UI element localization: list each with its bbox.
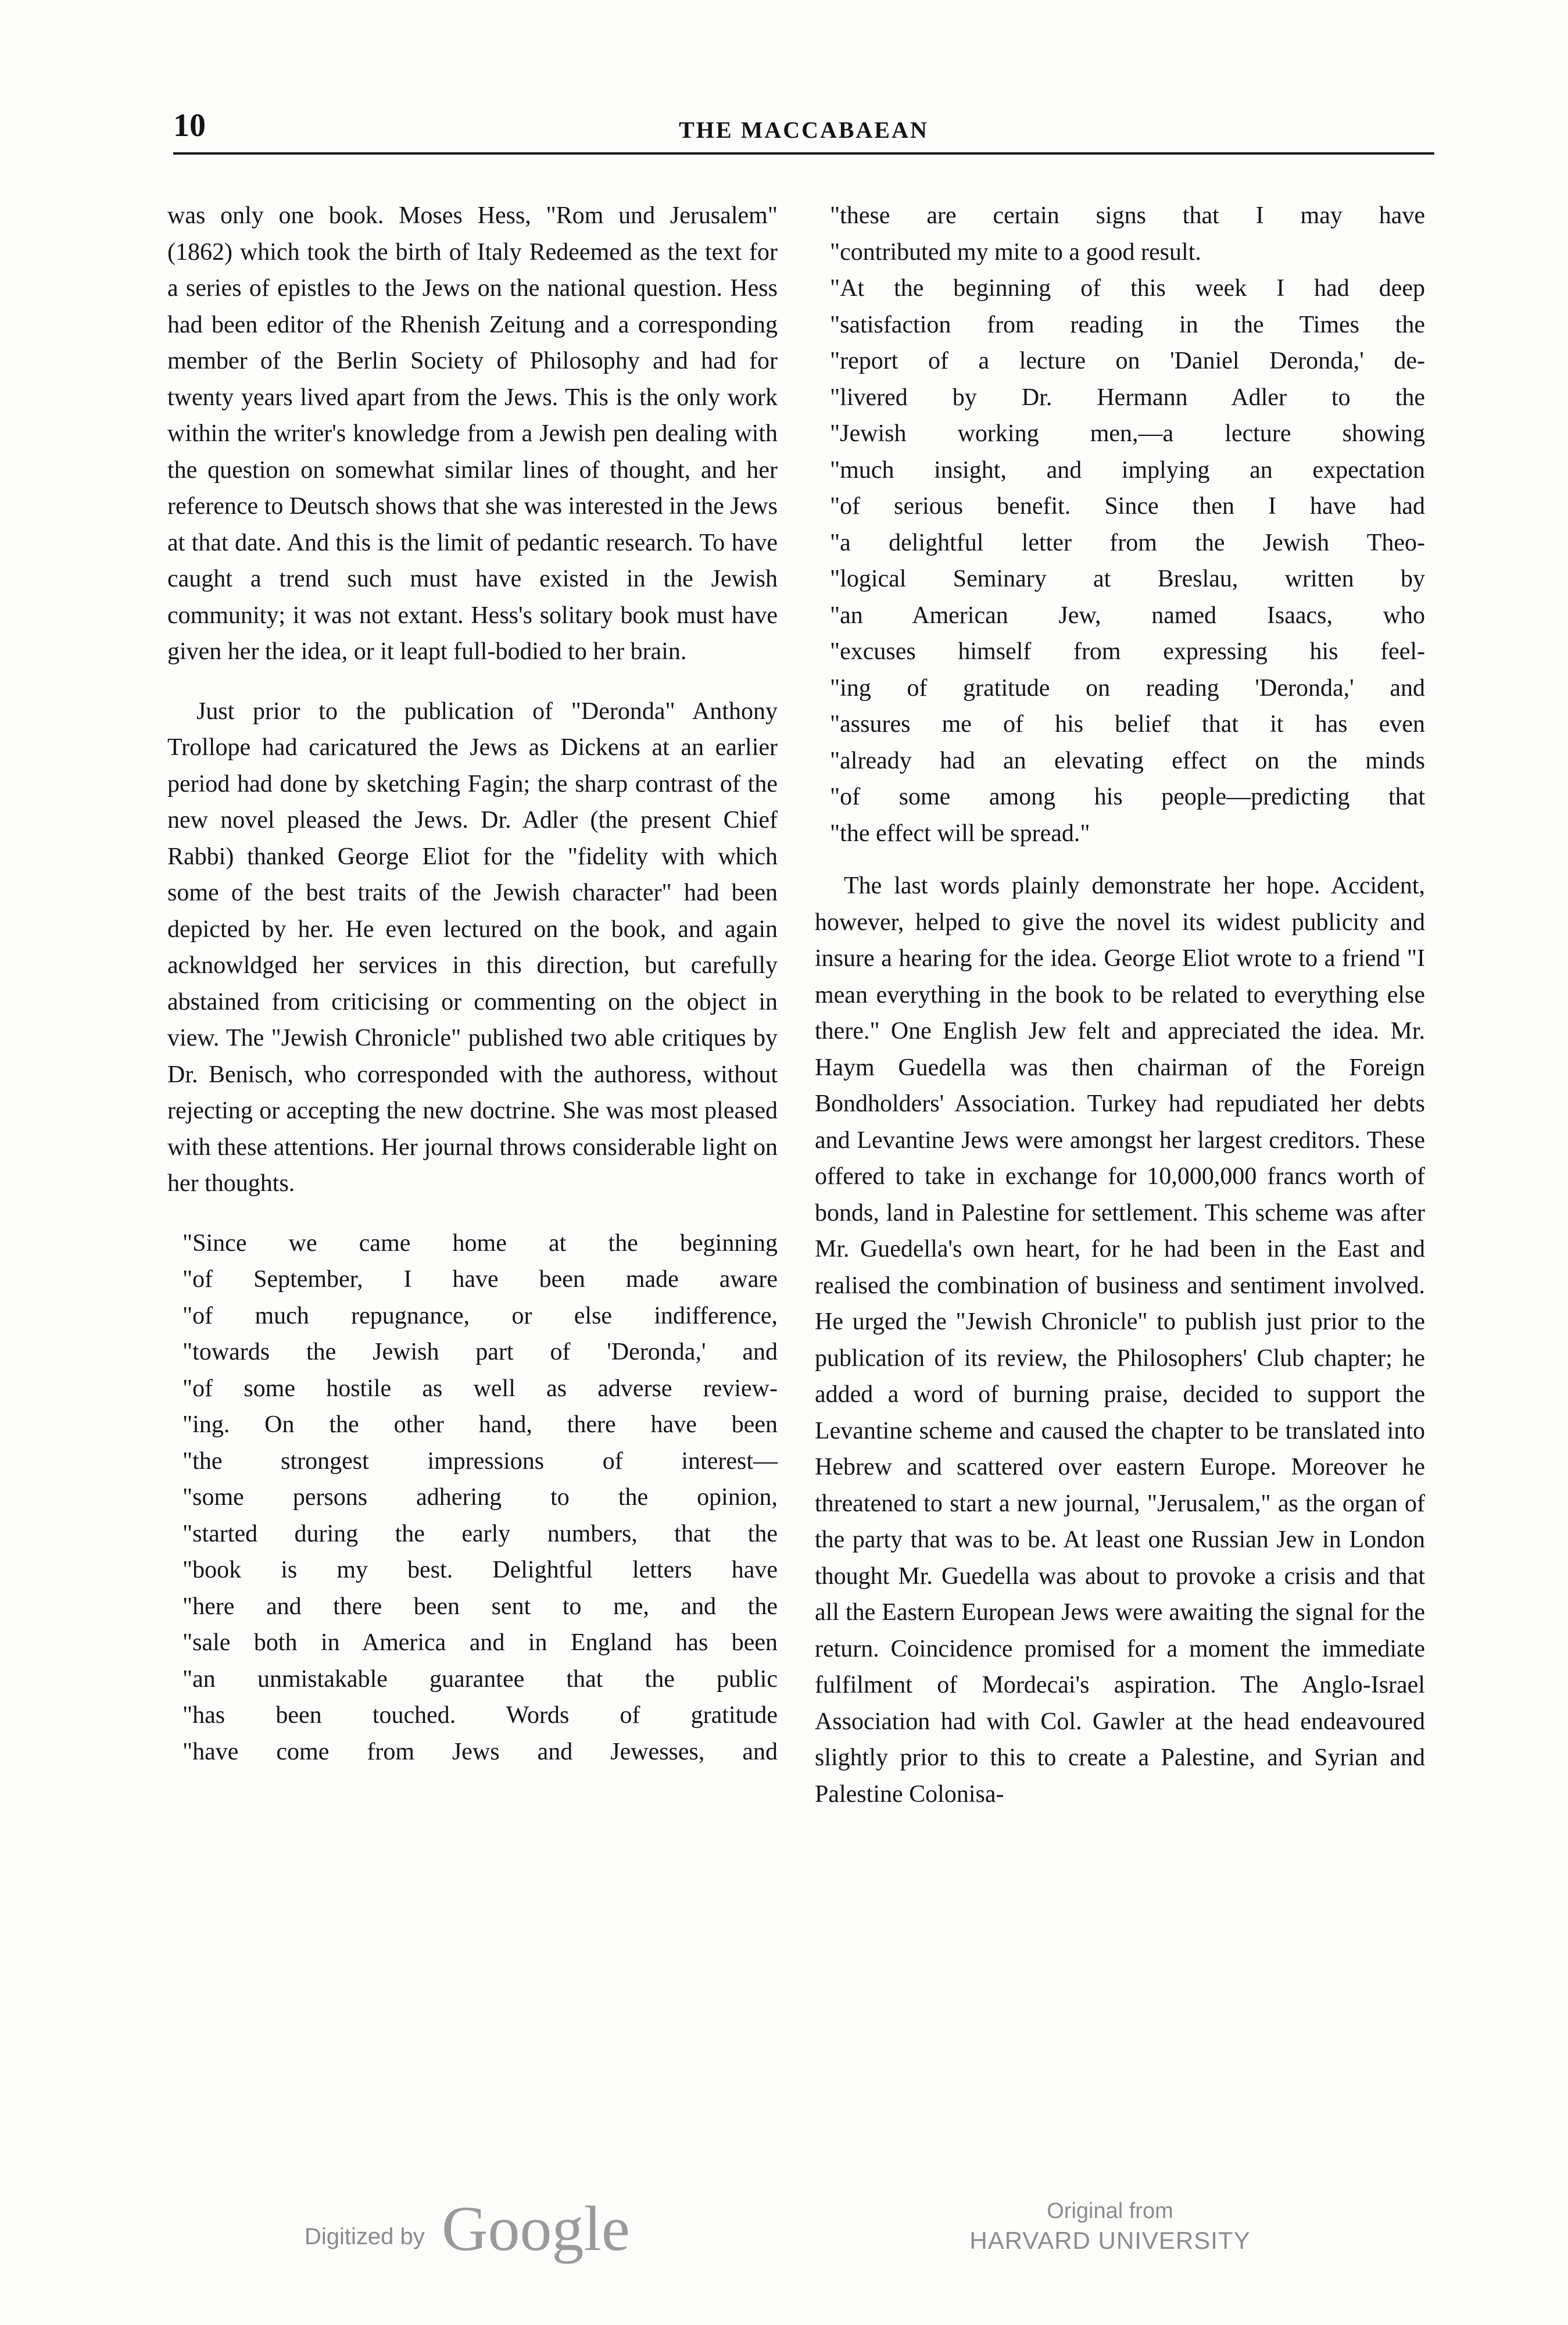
quote-line: "Jewish working men,—a lecture showing <box>830 420 1425 447</box>
quote-line: "livered by Dr. Hermann Adler to the <box>830 384 1425 411</box>
quote-line: "a delightful letter from the Jewish Theo- <box>830 529 1425 556</box>
body-paragraph: was only one book. Moses Hess, "Rom und Jerusalem" (1862) which took the birth of Italy Redeemed as the text for a series of epistles to the Jews on the national question. Hess had been editor of the Rhenish Zeitung and a corresponding member of the Berlin Society of Philosophy and had for twenty years lived apart from the Jews. This is the only work within the writer's knowledge from a Jewish pen dealing with the question on somewhat similar lines of thought, and her reference to Deutsch shows that she was interested in the Jews at that date. And this is the limit of pedantic research. To have caught a trend such must have existed in the Jewish community; it was not extant. Hess's solitary book must have given her the idea, or it leapt full-bodied to her brain. <box>167 202 778 665</box>
original-from-label: Original from <box>1047 2199 1173 2223</box>
quote-line: "Since we came home at the beginning <box>182 1229 778 1257</box>
quote-line: "report of a lecture on 'Daniel Deronda,' de- <box>830 348 1425 374</box>
quote-line: "the strongest impressions of interest— <box>182 1447 778 1475</box>
quote-line: "started during the early numbers, that the <box>182 1520 778 1547</box>
quote-line: "sale both in America and in England has been <box>182 1629 778 1656</box>
quote-line: "the effect will be spread." <box>830 820 1090 847</box>
quote-line: "logical Seminary at Breslau, written by <box>830 566 1425 592</box>
digitized-watermark <box>305 2194 642 2275</box>
google-logo: Google <box>442 2193 630 2264</box>
institution-label: HARVARD UNIVERSITY <box>969 2227 1251 2254</box>
quote-line: "At the beginning of this week I had deep <box>830 275 1425 302</box>
body-paragraph: The last words plainly demonstrate her hope. Accident, however, helped to give the novel its widest publicity and insure a hearing for the idea. George Eliot wrote to a friend "I mean everything in the book to be related to everything else there." One English Jew felt and appreciated the idea. Mr. Haym Guedella was then chairman of the Foreign Bondholders' Association. Turkey had repudiated her debts and Levantine Jews were amongst her largest creditors. These offered to take in exchange for 10,000,000 francs worth of bonds, land in Palestine for settlement. This scheme was after Mr. Guedella's own heart, for he had been in the East and realised the combination of business and sentiment involved. He urged the "Jewish Chronicle" to publish just prior to the publication of its review, the Philosophers' Club chapter; he added a word of burning praise, decided to support the Levantine scheme and caused the chapter to be translated into Hebrew and scattered over eastern Europe. Moreover he threatened to start a new journal, "Jerusalem," as the organ of the party that was to be. At least one Russian Jew in London thought Mr. Guedella was about to provoke a crisis and that all the Eastern European Jews were awaiting the signal for the return. Coincidence promised for a moment the immediate fulfilment of Mordecai's aspiration. The Anglo-Israel Association had with Col. Gawler at the head endeavoured slightly prior to this to create a Palestine, and Syrian and Palestine Colonisa- <box>815 872 1425 1808</box>
journal-title: THE MACCABAEAN <box>679 117 929 143</box>
quote-line: "an American Jew, named Isaacs, who <box>830 602 1425 629</box>
quote-line: "of some among his people—predicting that <box>830 784 1425 810</box>
header-rule <box>173 152 1434 155</box>
quote-line: "have come from Jews and Jewesses, and <box>182 1738 778 1765</box>
digitized-by-label: Digitized by <box>305 2224 425 2249</box>
quote-line: "excuses himself from expressing his feel- <box>830 638 1425 665</box>
quote-line: "has been touched. Words of gratitude <box>182 1702 778 1729</box>
quote-line: "of much repugnance, or else indifference, <box>182 1302 778 1329</box>
block-quote-continued <box>815 198 1425 270</box>
body-paragraph: Just prior to the publication of "Deronda" Anthony Trollope had caricatured the Jews as Dickens at an earlier period had done by sketching Fagin; the sharp contrast of the new novel pleased the Jews. Dr. Adler (the present Chief Rabbi) thanked George Eliot for the "fidelity with which some of the best traits of the Jewish character" had been depicted by her. He even lectured on the book, and again acknowldged her services in this direction, but carefully abstained from criticising or commenting on the object in view. The "Jewish Chronicle" published two able critiques by Dr. Benisch, who corresponded with the authoress, without rejecting or accepting the new doctrine. She was most pleased with these attentions. Her journal throws considerable light on her thoughts. <box>167 698 778 1197</box>
quote-line: "satisfaction from reading in the Times the <box>830 311 1425 338</box>
left-column <box>167 198 778 1770</box>
page-number: 10 <box>173 108 206 144</box>
quote-line: "of some hostile as well as adverse review- <box>182 1375 778 1402</box>
quote-line: "of serious benefit. Since then I have had <box>830 493 1425 520</box>
quote-line: "towards the Jewish part of 'Deronda,' and <box>182 1339 778 1365</box>
quote-line: "ing of gratitude on reading 'Deronda,' and <box>830 674 1425 702</box>
block-quote <box>815 270 1425 852</box>
quote-line: "book is my best. Delightful letters have <box>182 1557 778 1583</box>
quote-line: "already had an elevating effect on the minds <box>830 747 1425 774</box>
right-column <box>815 198 1425 1812</box>
quote-line: "much insight, and implying an expectation <box>830 456 1425 484</box>
provenance-watermark <box>959 2197 1261 2256</box>
quote-line: "an unmistakable guarantee that the public <box>182 1665 778 1693</box>
block-quote <box>167 1225 778 1770</box>
quote-line: "assures me of his belief that it has even <box>830 711 1425 738</box>
page-header <box>173 109 1434 156</box>
quote-line: "some persons adhering to the opinion, <box>182 1484 778 1511</box>
quote-line: "these are certain signs that I may have <box>830 202 1425 229</box>
quote-line: "ing. On the other hand, there have been <box>182 1411 778 1438</box>
quote-line: "here and there been sent to me, and the <box>182 1593 778 1620</box>
quote-line: "contributed my mite to a good result. <box>830 238 1201 266</box>
quote-line: "of September, I have been made aware <box>182 1266 778 1293</box>
